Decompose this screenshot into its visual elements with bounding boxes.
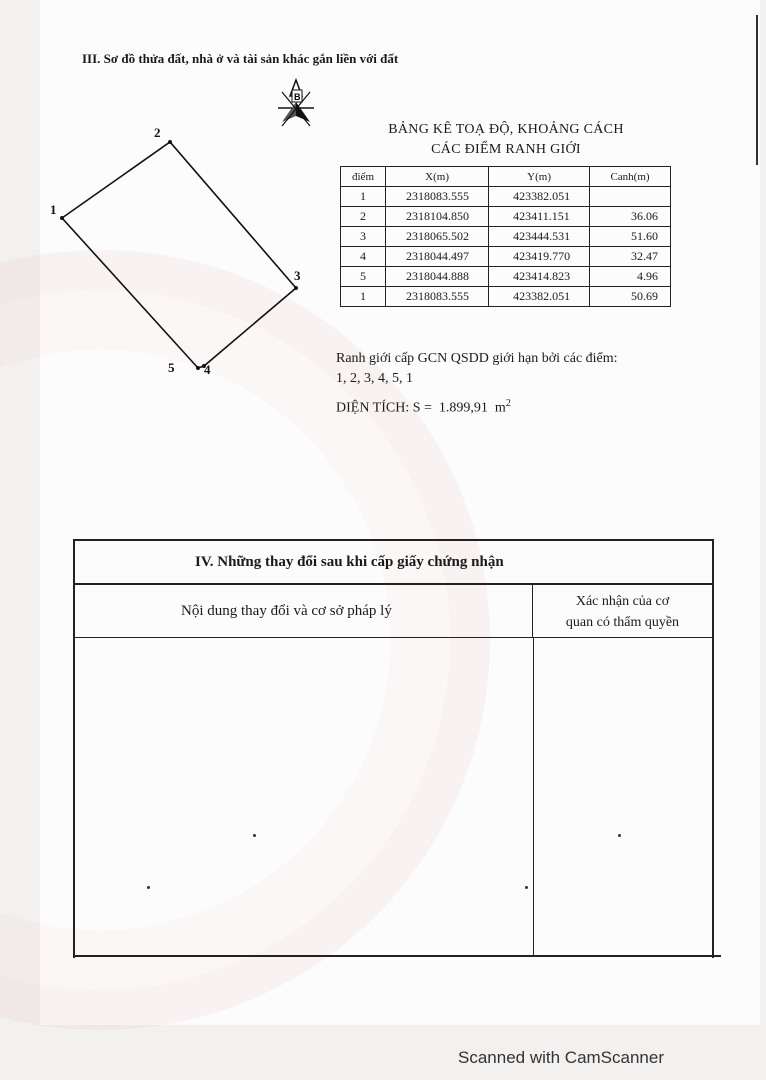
boundary-line2: 1, 2, 3, 4, 5, 1	[336, 371, 413, 386]
ink-dot	[147, 886, 150, 889]
cell-edge: 36.06	[590, 207, 671, 227]
changes-table	[73, 539, 714, 958]
cell-point: 4	[341, 247, 386, 267]
vertex-2	[168, 140, 172, 144]
cell-x: 2318065.502	[386, 227, 489, 247]
vertex-label-5: 5	[168, 360, 175, 375]
cell-edge: 50.69	[590, 287, 671, 307]
vertex-1	[60, 216, 64, 220]
area-unit-sup: 2	[505, 398, 511, 409]
ink-dot	[525, 886, 528, 889]
cell-x: 2318104.850	[386, 207, 489, 227]
boundary-line1: Ranh giới cấp GCN QSDD giới hạn bởi các điểm:	[336, 351, 618, 366]
header-y: Y(m)	[489, 167, 590, 187]
changes-title: IV. Những thay đổi sau khi cấp giấy chứng nhận	[75, 541, 712, 585]
changes-col-confirmation	[533, 585, 712, 637]
vertex-label-4: 4	[204, 362, 211, 377]
coord-title-line2: CÁC ĐIỂM RANH GIỚI	[431, 142, 581, 157]
cell-y: 423382.051	[489, 287, 590, 307]
margin-rule	[756, 15, 758, 165]
cell-edge: 4.96	[590, 267, 671, 287]
table-row	[341, 207, 671, 227]
vertex-label-1: 1	[50, 202, 57, 217]
coord-title-line1: BẢNG KÊ TOẠ ĐỘ, KHOẢNG CÁCH	[388, 122, 624, 137]
table-bottom-rule	[73, 955, 721, 957]
cell-x: 2318044.888	[386, 267, 489, 287]
vertex-3	[294, 286, 298, 290]
changes-body	[75, 638, 712, 957]
table-row	[341, 267, 671, 287]
area-value: 1.899,91	[438, 400, 488, 416]
north-arrow-icon	[276, 78, 316, 130]
header-edge: Canh(m)	[590, 167, 671, 187]
cell-edge	[590, 187, 671, 207]
area-statement	[336, 398, 511, 417]
changes-content-cell	[75, 638, 534, 957]
changes-confirmation-cell	[534, 638, 712, 957]
cell-y: 423411.151	[489, 207, 590, 227]
ink-dot	[253, 834, 256, 837]
cell-point: 2	[341, 207, 386, 227]
header-x: X(m)	[386, 167, 489, 187]
cell-y: 423382.051	[489, 187, 590, 207]
header-point: điểm	[341, 167, 386, 187]
cell-y: 423419.770	[489, 247, 590, 267]
cell-x: 2318044.497	[386, 247, 489, 267]
coordinate-table	[340, 166, 671, 307]
table-row	[341, 247, 671, 267]
compass-letter: B	[294, 92, 301, 102]
ink-dot	[618, 834, 621, 837]
cell-point: 1	[341, 287, 386, 307]
vertex-5	[196, 366, 200, 370]
table-row	[341, 227, 671, 247]
cell-point: 5	[341, 267, 386, 287]
changes-column-headers	[75, 585, 712, 638]
changes-col-content: Nội dung thay đổi và cơ sở pháp lý	[75, 585, 533, 637]
scanner-watermark: Scanned with CamScanner	[458, 1048, 665, 1067]
table-header-row	[341, 167, 671, 187]
boundary-description	[336, 349, 676, 389]
cell-y: 423444.531	[489, 227, 590, 247]
confirmation-line1: Xác nhận của cơ	[575, 594, 670, 609]
area-unit: m	[494, 400, 506, 416]
area-label: DIỆN TÍCH: S =	[336, 400, 432, 416]
vertex-label-2: 2	[154, 128, 161, 140]
confirmation-line2: quan có thẩm quyền	[565, 615, 680, 630]
section-title: III. Sơ đồ thửa đất, nhà ở và tài sản khác gắn liền với đất	[82, 51, 399, 66]
table-row	[341, 287, 671, 307]
cell-x: 2318083.555	[386, 187, 489, 207]
cell-point: 3	[341, 227, 386, 247]
cell-point: 1	[341, 187, 386, 207]
cell-edge: 32.47	[590, 247, 671, 267]
parcel-boundary	[62, 142, 296, 368]
coord-table-title	[340, 120, 672, 160]
vertex-label-3: 3	[294, 268, 301, 283]
cell-y: 423414.823	[489, 267, 590, 287]
parcel-diagram	[48, 128, 308, 378]
table-row	[341, 187, 671, 207]
cell-x: 2318083.555	[386, 287, 489, 307]
cell-edge: 51.60	[590, 227, 671, 247]
